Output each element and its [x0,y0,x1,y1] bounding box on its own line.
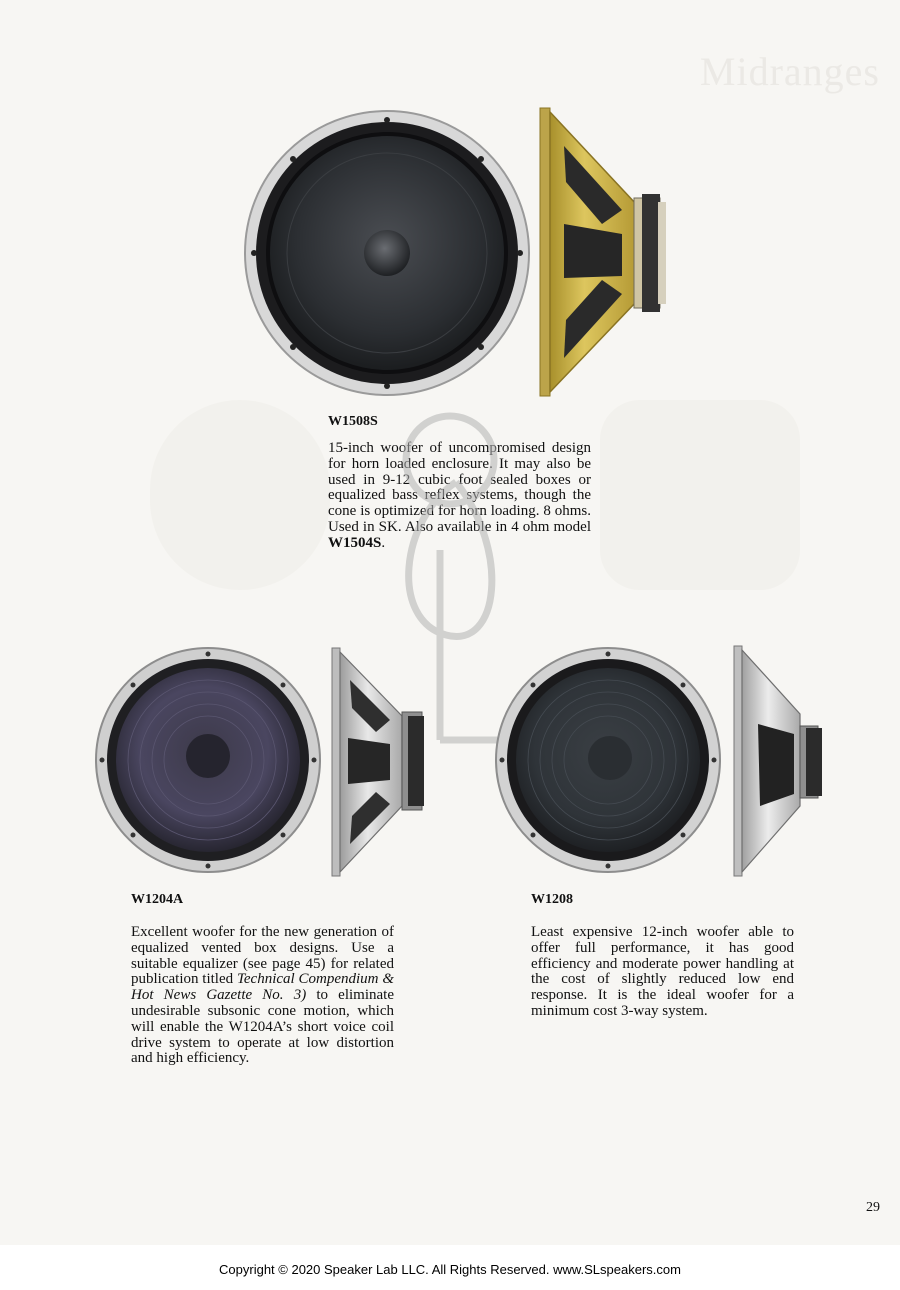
w1204a-front-image [94,646,322,874]
w1208-model-label: W1208 [531,892,573,907]
bleed-through-heading: Midranges [699,49,880,94]
page-number: 29 [866,1200,880,1215]
bleed-through-shape [600,400,800,590]
copyright-footer: Copyright © 2020 Speaker Lab LLC. All Rights Reserved. www.SLspeakers.com [219,1262,681,1277]
w1208-side-image [732,644,828,878]
w1204a-side-image [330,646,434,878]
w1508s-front-image [242,108,532,398]
w1208-description: Least expensive 12-inch woofer able to offer full performance, it has good efficiency and moderate power handling at the cost of slightly reduced low end response. It is the ideal woofer for a minimum cost 3-way system. [531,924,794,1019]
w1204a-description: Excellent woofer for the new generation of equalized vented box designs. Use a suitable equalizer (see page 45) for related publication titled Technical Compendium & Hot News Gazette No. 3) to eliminate undesirable subsonic cone motion, which will enable the W1204A’s short voice coil drive system to operate at low distortion and high efficiency. [131,924,394,1067]
w1204a-model-label: W1204A [131,892,184,907]
bleed-through-shape [150,400,330,590]
w1508s-model-label: W1508S [328,414,378,429]
w1504s-model-ref: W1504S [328,534,382,551]
w1508s-side-image [538,106,670,398]
w1208-front-image [494,646,722,874]
w1508s-description: 15-inch woofer of uncompromised design for horn loaded enclosure. It may also be used in 9-12 cubic foot sealed boxes or equalized bass reflex systems, though the cone is optimized for horn loading. 8 ohms. Used in SK. Also available in 4 ohm model W1504S. [328,440,591,551]
